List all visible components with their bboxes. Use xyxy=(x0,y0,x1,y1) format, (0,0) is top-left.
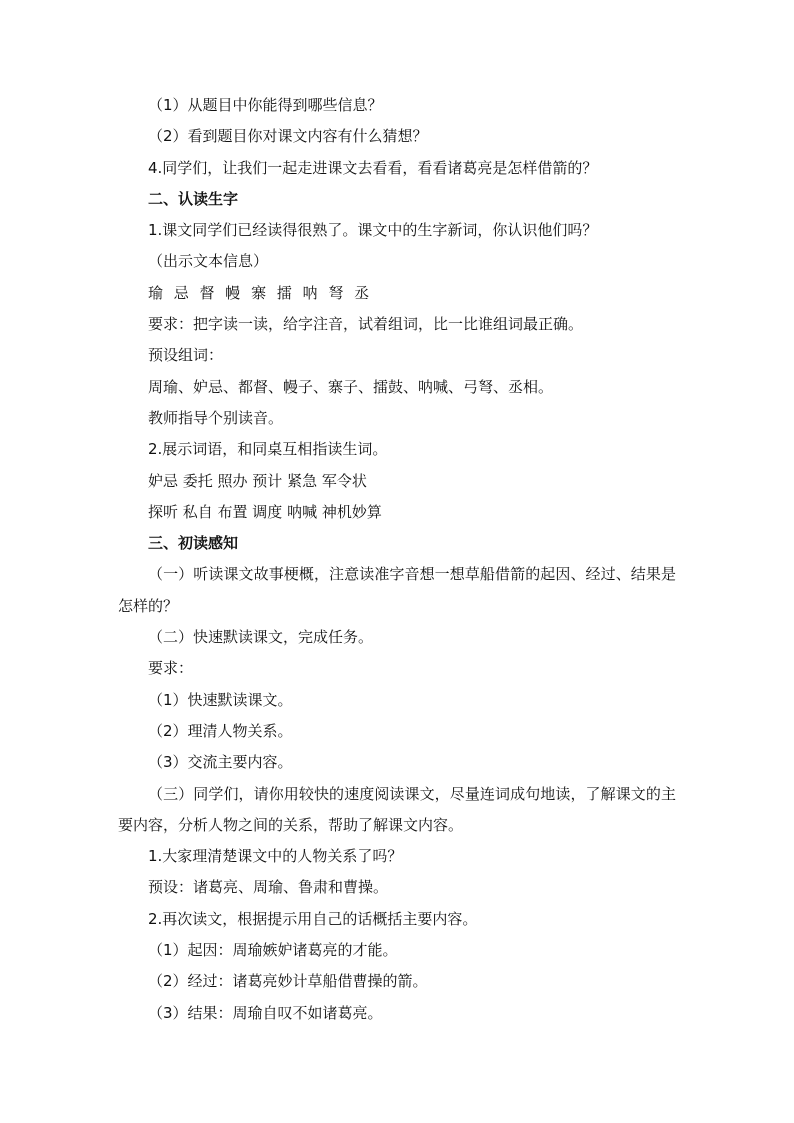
character-list: 瑜 忌 督 幔 寨 擂 呐 弩 丞 xyxy=(148,283,373,302)
task-1-paragraph: （一）听读课文故事梗概，注意读准字音想一想草船借箭的起因、经过、结果是怎样的？ xyxy=(118,565,676,615)
summary-result: （3）结果：周瑜自叹不如诸葛亮。 xyxy=(148,1003,383,1022)
requirement-3: （3）交流主要内容。 xyxy=(148,753,293,772)
document-body xyxy=(118,90,676,1029)
word-list-2: 探听 私自 布置 调度 呐喊 神机妙算 xyxy=(148,502,382,521)
requirement-characters: 要求：把字读一读，给字注音，试着组词，比一比谁组词最正确。 xyxy=(148,315,584,334)
requirement-label: 要求： xyxy=(148,659,194,678)
question-2: （2）看到题目你对课文内容有什么猜想？ xyxy=(148,127,428,146)
step-1-relations: 1.大家理清楚课文中的人物关系了吗？ xyxy=(148,847,403,866)
requirement-2: （2）理清人物关系。 xyxy=(148,721,293,740)
summary-process: （2）经过：诸葛亮妙计草船借曹操的箭。 xyxy=(148,972,428,991)
word-list-1: 妒忌 委托 照办 预计 紧急 军令状 xyxy=(148,471,367,490)
step-2-summary: 2.再次读文，根据提示用自己的话概括主要内容。 xyxy=(148,909,478,928)
preset-characters: 预设：诸葛亮、周瑜、鲁肃和曹操。 xyxy=(148,878,389,897)
preset-words: 周瑜、妒忌、都督、幔子、寨子、擂鼓、呐喊、弓弩、丞相。 xyxy=(148,377,554,396)
question-1: （1）从题目中你能得到哪些信息？ xyxy=(148,96,383,114)
section-heading-2: 二、认读生字 xyxy=(148,189,239,208)
step-2-words: 2.展示词语，和同桌互相指读生词。 xyxy=(148,440,388,459)
teacher-guide: 教师指导个别读音。 xyxy=(148,408,284,427)
task-3-paragraph: （三）同学们，请你用较快的速度阅读课文，尽量连词成句地读，了解课文的主要内容，分析人物之间的关系，帮助了解课文内容。 xyxy=(118,784,676,834)
summary-cause: （1）起因：周瑜嫉妒诸葛亮的才能。 xyxy=(148,941,398,960)
preset-words-label: 预设组词： xyxy=(148,346,224,365)
step-4: 4.同学们，让我们一起走进课文去看看，看看诸葛亮是怎样借箭的？ xyxy=(148,158,598,177)
section-heading-3: 三、初读感知 xyxy=(148,534,239,553)
task-2: （二）快速默读课文，完成任务。 xyxy=(148,628,374,647)
requirement-1: （1）快速默读课文。 xyxy=(148,690,293,709)
step-1-characters: 1.课文同学们已经读得很熟了。课文中的生字新词，你认识他们吗？ xyxy=(148,221,598,240)
show-text-note: （出示文本信息） xyxy=(148,252,269,271)
